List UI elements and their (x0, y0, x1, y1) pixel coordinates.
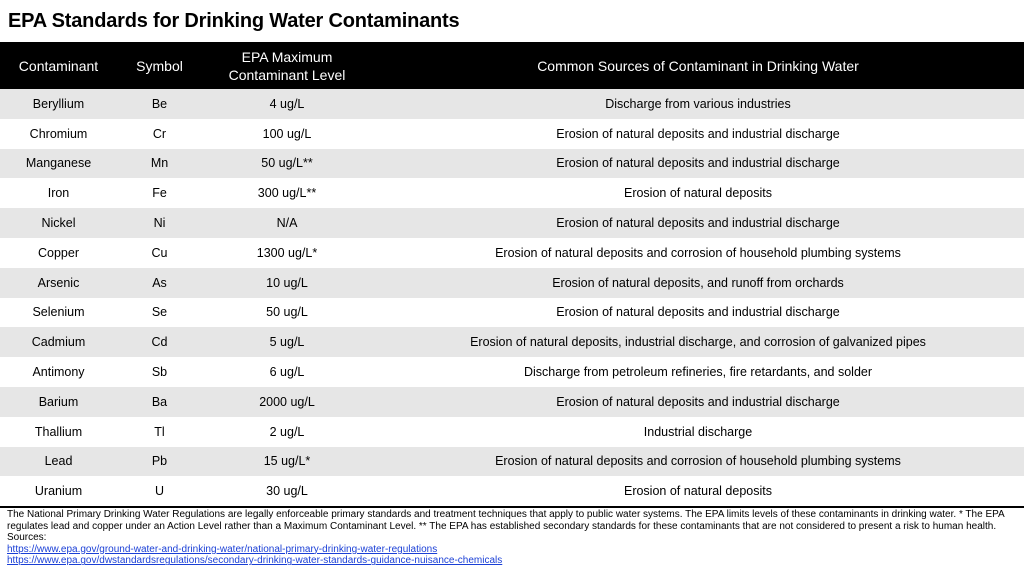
table-row (0, 119, 1024, 149)
footnote-divider (0, 506, 1024, 508)
cell-mcl: 30 ug/L (266, 484, 308, 499)
cell-symbol: Fe (152, 186, 167, 201)
cell-sources: Erosion of natural deposits and industrial discharge (556, 156, 840, 171)
cell-sources: Erosion of natural deposits and industrial discharge (556, 394, 840, 409)
cell-contaminant: Thallium (34, 424, 83, 439)
cell-mcl: 5 ug/L (269, 335, 305, 350)
cell-mcl: 50 ug/L (266, 305, 308, 320)
cell-sources: Erosion of natural deposits and corrosion of household plumbing systems (495, 245, 901, 260)
cell-symbol: Be (151, 96, 168, 111)
cell-contaminant: Cadmium (31, 335, 86, 350)
cell-symbol: Cd (151, 335, 168, 350)
cell-contaminant: Manganese (25, 156, 92, 171)
cell-mcl: N/A (276, 216, 298, 231)
cell-contaminant: Iron (47, 186, 70, 201)
cell-mcl: 6 ug/L (269, 365, 305, 380)
cell-mcl: 15 ug/L* (263, 454, 311, 469)
cell-mcl: 50 ug/L** (261, 156, 313, 171)
cell-sources: Erosion of natural deposits (623, 186, 772, 201)
cell-mcl: 4 ug/L (269, 96, 305, 111)
cell-sources: Erosion of natural deposits and industrial discharge (556, 126, 840, 141)
cell-mcl: 2 ug/L (269, 424, 305, 439)
header-contaminant: Contaminant (18, 57, 99, 74)
table-row (0, 208, 1024, 238)
cell-mcl: 1300 ug/L* (256, 245, 318, 260)
header-symbol: Symbol (136, 57, 183, 74)
contaminants-table (0, 42, 1024, 506)
source-link-secondary[interactable]: https://www.epa.gov/dwstandardsregulations/secondary-drinking-water-standards-guidance-nuisance-chemicals (7, 555, 503, 567)
table-row (0, 298, 1024, 328)
table-row (0, 238, 1024, 268)
cell-symbol: Pb (151, 454, 168, 469)
page-title: EPA Standards for Drinking Water Contaminants (8, 10, 460, 32)
table-row (0, 149, 1024, 179)
cell-symbol: Cr (152, 126, 167, 141)
cell-sources: Erosion of natural deposits and industrial discharge (556, 305, 840, 320)
cell-mcl: 2000 ug/L (259, 394, 315, 409)
cell-symbol: Se (151, 305, 168, 320)
cell-mcl: 100 ug/L (262, 126, 312, 141)
table-header (0, 42, 1024, 89)
table-row (0, 476, 1024, 506)
table-row (0, 89, 1024, 119)
cell-contaminant: Antimony (32, 365, 85, 380)
header-sources: Common Sources of Contaminant in Drinking Water (537, 57, 859, 74)
cell-sources: Industrial discharge (643, 424, 753, 439)
cell-symbol: Ni (153, 216, 166, 231)
cell-sources: Erosion of natural deposits, industrial discharge, and corrosion of galvanized pipes (470, 335, 926, 350)
cell-sources: Erosion of natural deposits, and runoff from orchards (552, 275, 844, 290)
cell-sources: Erosion of natural deposits (623, 484, 772, 499)
cell-symbol: Ba (151, 394, 168, 409)
cell-sources: Discharge from various industries (605, 96, 791, 111)
cell-contaminant: Barium (38, 394, 79, 409)
cell-symbol: Sb (151, 365, 168, 380)
footnote (7, 509, 1017, 567)
cell-contaminant: Beryllium (32, 96, 85, 111)
cell-contaminant: Uranium (34, 484, 83, 499)
cell-symbol: Tl (154, 424, 165, 439)
table-row (0, 178, 1024, 208)
table-row (0, 417, 1024, 447)
cell-contaminant: Arsenic (37, 275, 80, 290)
header-row (0, 42, 1024, 89)
table-row (0, 327, 1024, 357)
source-link-primary[interactable]: https://www.epa.gov/ground-water-and-drinking-water/national-primary-drinking-water-regulations (7, 543, 438, 555)
cell-contaminant: Lead (44, 454, 73, 469)
cell-sources: Erosion of natural deposits and corrosion of household plumbing systems (495, 454, 901, 469)
cell-sources: Erosion of natural deposits and industrial discharge (556, 216, 840, 231)
table-row (0, 447, 1024, 477)
cell-symbol: U (154, 484, 165, 499)
cell-mcl: 300 ug/L** (257, 186, 317, 201)
cell-sources: Discharge from petroleum refineries, fire retardants, and solder (523, 365, 873, 380)
cell-contaminant: Nickel (41, 216, 76, 231)
footnote-text: The National Primary Drinking Water Regulations are legally enforceable primary standards and treatment techniques that apply to public water systems. The EPA limits levels of these contaminants in drinking water. * The EPA regulates lead and copper under an Action Level rather than a Maximum Contaminant Level. ** The EPA has established secondary standards for these contaminants that are not considered to present a risk to human health. Sources: (7, 509, 1005, 544)
cell-symbol: Mn (150, 156, 169, 171)
cell-mcl: 10 ug/L (266, 275, 308, 290)
table-row (0, 268, 1024, 298)
cell-contaminant: Copper (38, 245, 79, 260)
cell-contaminant: Chromium (29, 126, 88, 141)
cell-symbol: Cu (151, 245, 168, 260)
table-row (0, 387, 1024, 417)
table-body (0, 89, 1024, 506)
cell-symbol: As (152, 275, 167, 290)
cell-contaminant: Selenium (32, 305, 85, 320)
header-mcl: EPA Maximum Contaminant Level (228, 48, 346, 83)
table-row (0, 357, 1024, 387)
